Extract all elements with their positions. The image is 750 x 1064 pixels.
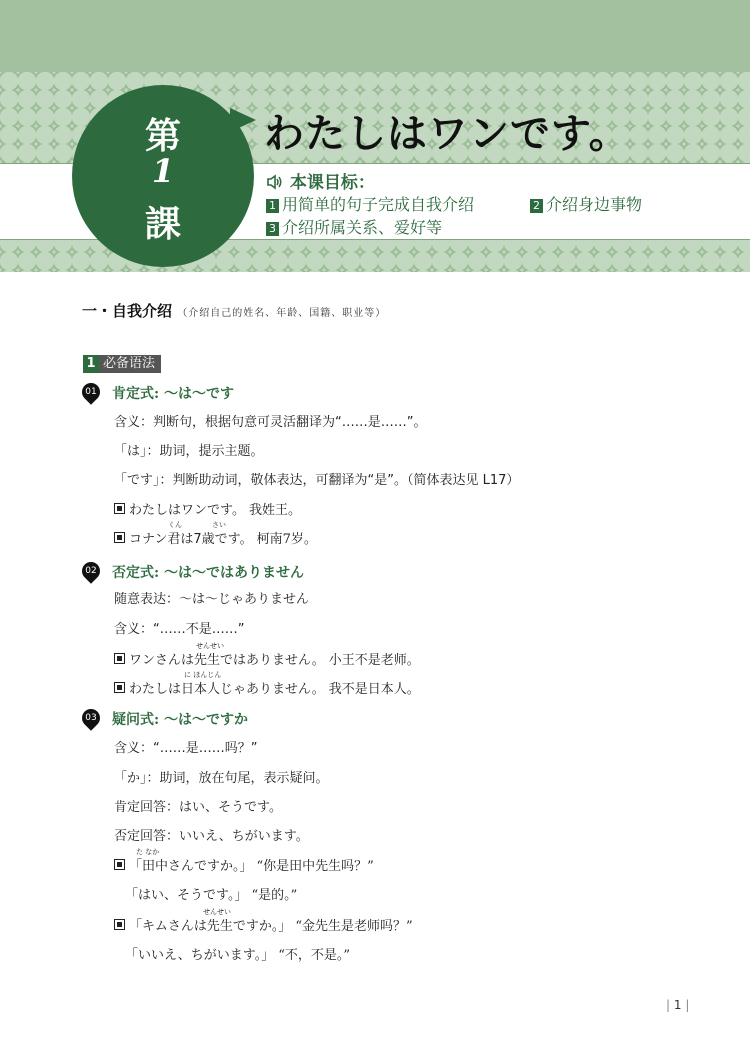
goals-heading (266, 168, 375, 193)
furigana: に ほんじん (184, 671, 222, 679)
goal-number: 2 (530, 199, 543, 213)
example-jp: わたしはワンです。 (129, 503, 245, 518)
grammar-tag-number: 1 (83, 355, 99, 373)
bullet-square-icon (114, 919, 125, 930)
section-title (82, 300, 386, 321)
furigana: くん (168, 521, 182, 529)
goal-text: 介绍所属关系、爱好等 (282, 218, 443, 237)
pattern-heading: 疑问式: ～は～ですか (112, 712, 249, 728)
example-zh: 柯南7岁。 (256, 532, 317, 547)
pattern-heading: 否定式: ～は～ではありません (112, 565, 305, 581)
section-subtitle: （介绍自己的姓名、年龄、国籍、职业等） (177, 308, 387, 319)
point-badge: 01 (78, 379, 103, 404)
bullet-square-icon (114, 532, 125, 543)
explanation-line: 「です」：判断助动词，敬体表达，可翻译为“是”。（简体表达见 L17） (114, 473, 520, 488)
explanation-line: 含义：“……是……吗？” (114, 741, 258, 756)
explanation-line: 肯定回答：はい、そうです。 (114, 800, 282, 815)
explanation-line: 「か」：助词，放在句尾，表示疑问。 (114, 771, 329, 786)
goal-number: 1 (266, 199, 279, 213)
furigana: せんせい (203, 908, 231, 916)
goals-label: 本课目标： (289, 173, 375, 193)
example-sentence (114, 855, 374, 874)
example-reply (125, 884, 297, 903)
explanation-line: 随意表达：～は～じゃありません (114, 592, 310, 607)
furigana: せんせい (196, 642, 224, 650)
explanation-line: 「は」：助词，提示主题。 (114, 444, 264, 459)
bullet-square-icon (114, 503, 125, 514)
example-jp: 「いいえ、ちがいます。」 (125, 948, 275, 963)
lesson-title: わたしはワンです。 (264, 111, 630, 157)
explanation-line: 否定回答：いいえ、ちがいます。 (114, 829, 309, 844)
bullet-square-icon (114, 653, 125, 664)
example-sentence (114, 499, 301, 518)
goal-text: 用简单的句子完成自我介绍 (282, 195, 475, 214)
explanation-line: 含义：“……不是……” (114, 622, 245, 637)
example-jp: ワンさんは先生ではありません。 (129, 653, 325, 668)
example-sentence (114, 915, 413, 934)
speaker-icon (266, 174, 284, 190)
furigana: さい (212, 521, 226, 529)
explanation-line: 含义：判断句，根据句意可灵活翻译为“……是……”。 (114, 415, 427, 430)
lesson-number: 1 (151, 152, 175, 190)
bullet-square-icon (114, 682, 125, 693)
example-zh: “你是田中先生吗？” (256, 859, 374, 874)
example-zh: 小王不是老师。 (328, 653, 420, 668)
pattern-heading: 肯定式: ～は～です (112, 386, 235, 402)
point-badge: 03 (78, 705, 103, 730)
example-zh: “是的。” (251, 888, 298, 903)
furigana: た なか (136, 848, 160, 856)
example-zh: 我姓王。 (248, 503, 301, 518)
example-sentence (114, 678, 420, 697)
example-jp: 「キムさんは先生ですか。」 (129, 919, 292, 934)
lesson-char-2: 課 (144, 203, 181, 245)
section-heading: 一・自我介绍 (82, 302, 173, 320)
page-number: | 1 | (666, 998, 690, 1012)
grammar-tag-label: 必备语法 (99, 355, 161, 373)
lesson-char-1: 第 (144, 115, 181, 157)
goal-item (266, 192, 474, 215)
goal-number: 3 (266, 222, 279, 236)
example-jp: コナン君は7歳です。 (129, 532, 253, 547)
bullet-square-icon (114, 859, 125, 870)
example-jp: 「はい、そうです。」 (125, 888, 248, 903)
example-reply (125, 944, 350, 963)
grammar-tag (83, 355, 161, 373)
goal-text: 介绍身边事物 (546, 195, 643, 214)
example-zh: “金先生是老师吗？” (295, 919, 413, 934)
example-zh: “不，不是。” (278, 948, 351, 963)
example-sentence (114, 528, 317, 547)
goal-item (530, 192, 642, 215)
example-sentence (114, 649, 420, 668)
example-jp: わたしは日本人じゃありません。 (129, 682, 325, 697)
example-jp: 「田中さんですか。」 (129, 859, 253, 874)
example-zh: 我不是日本人。 (328, 682, 420, 697)
goal-item (266, 215, 442, 238)
point-badge: 02 (78, 558, 103, 583)
